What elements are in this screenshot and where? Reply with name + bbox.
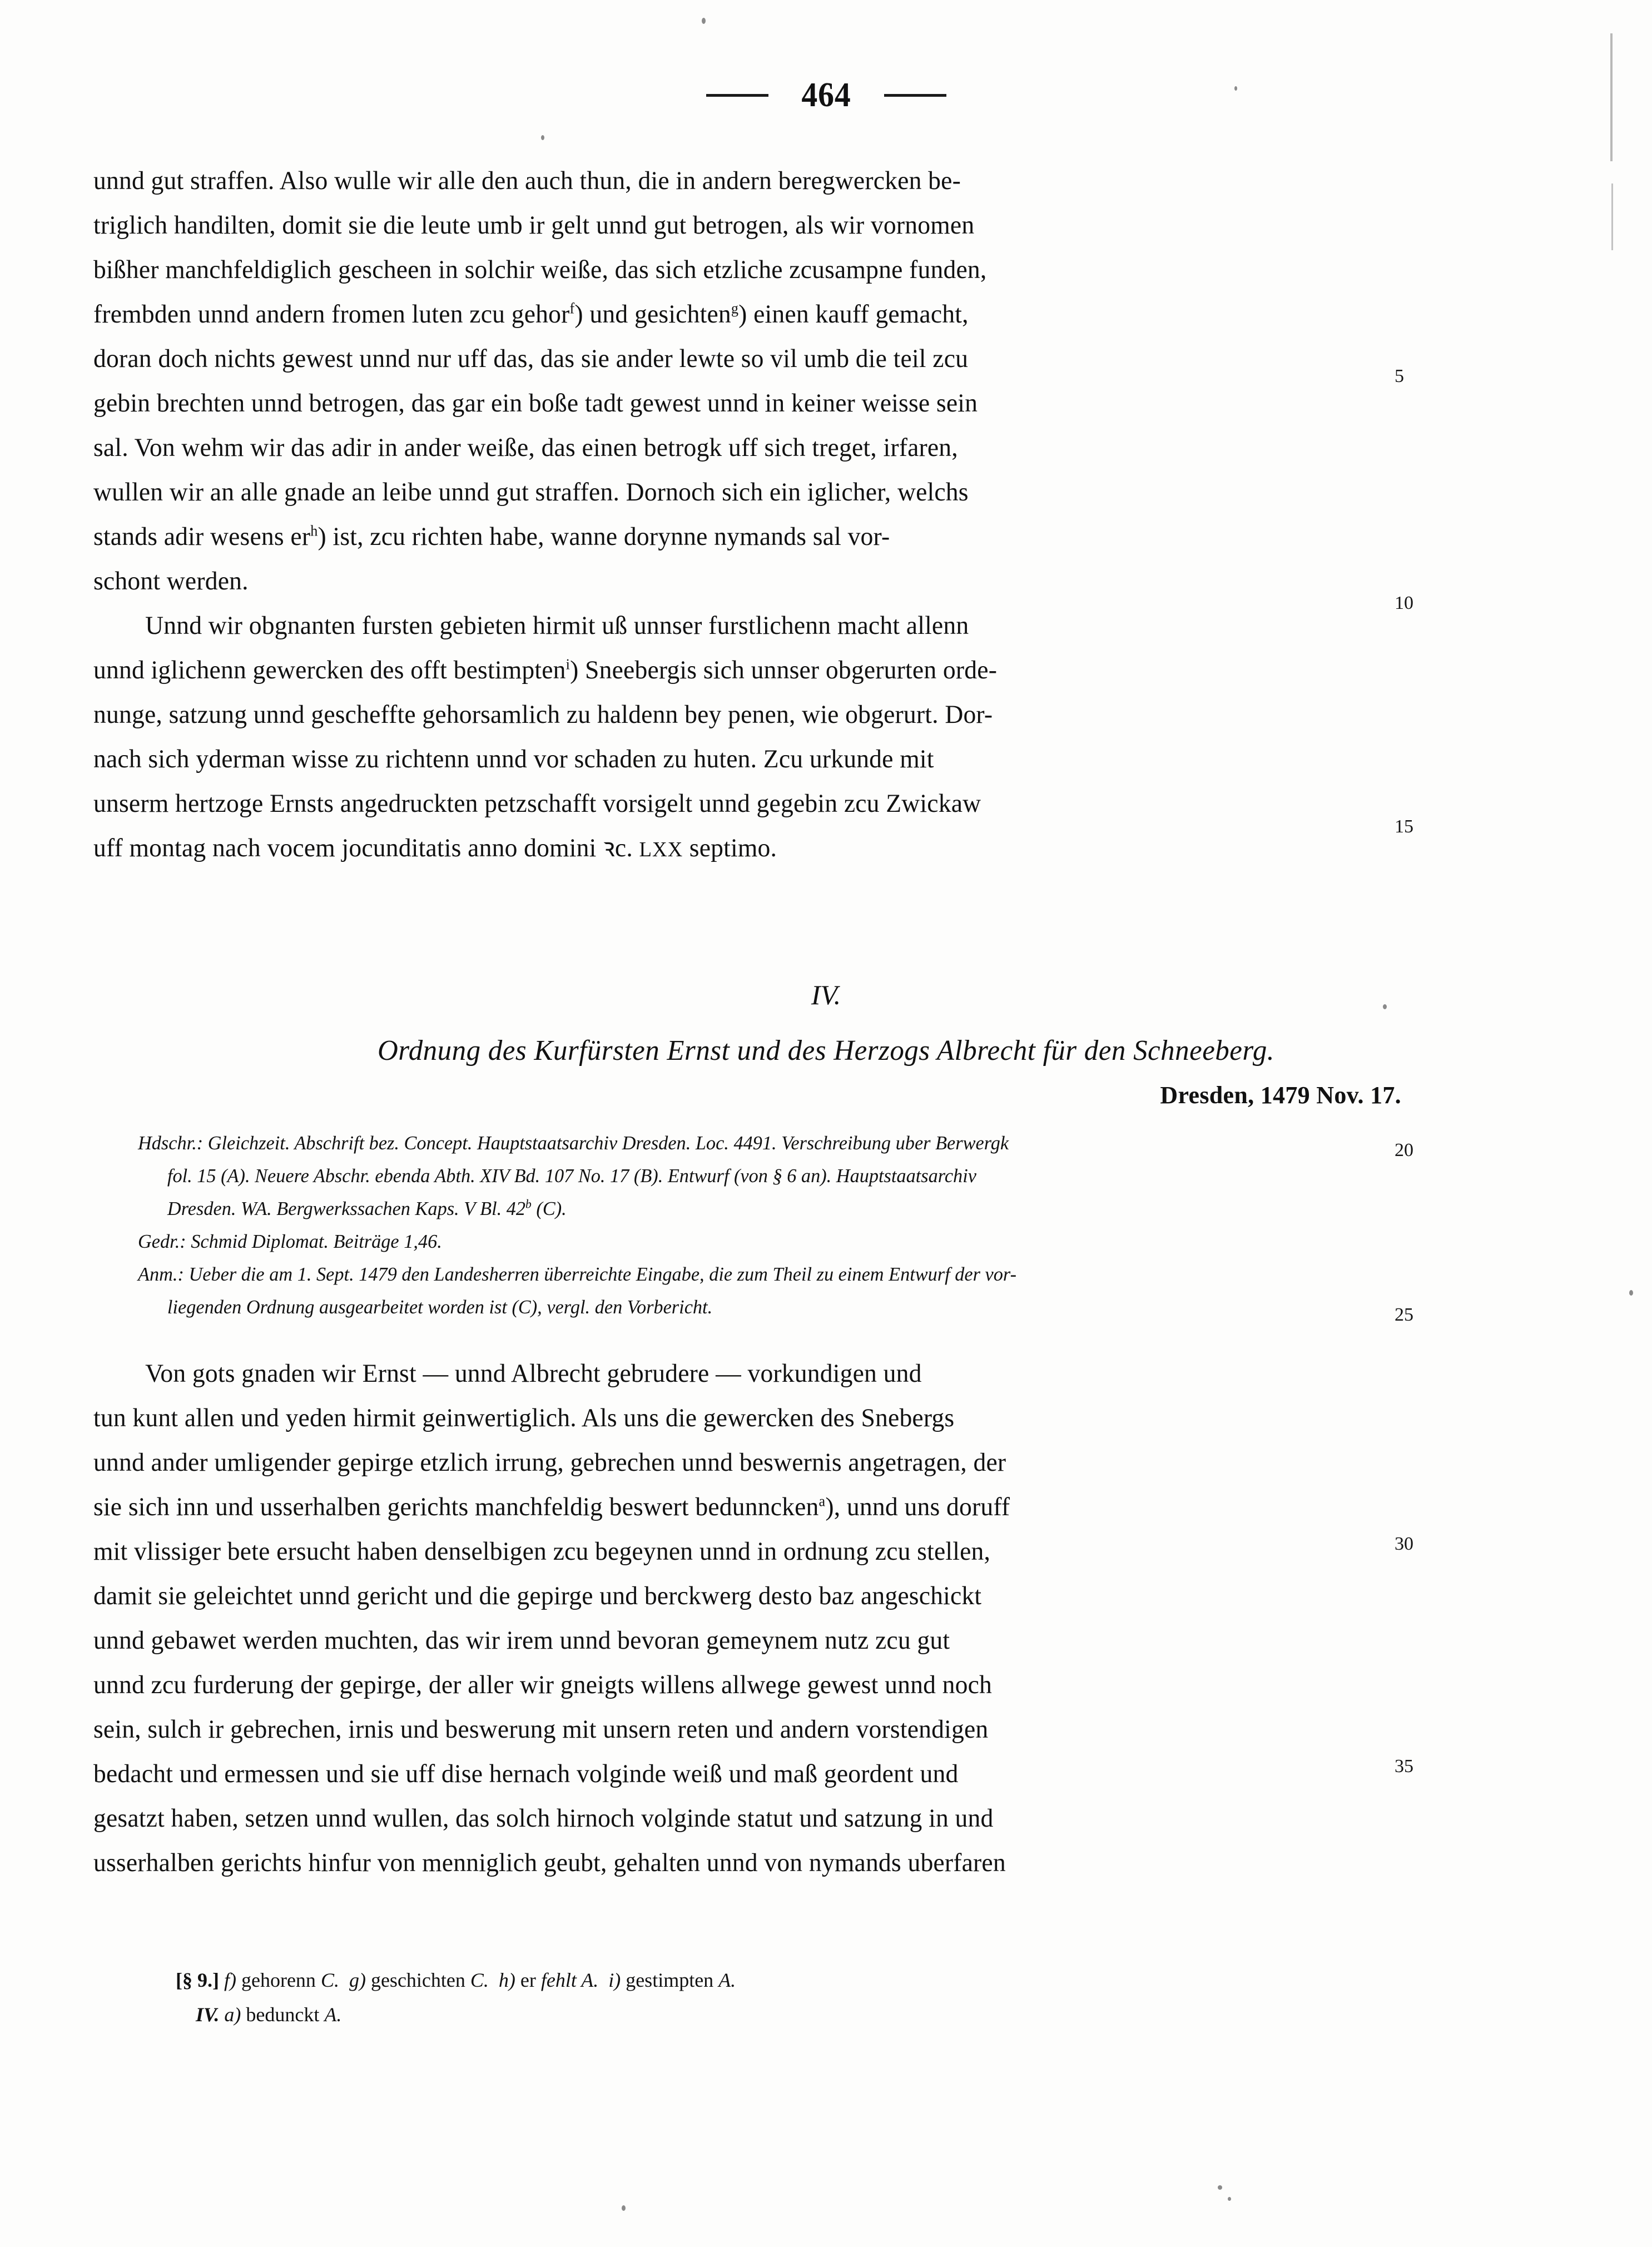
apparatus-text-tail: (C). xyxy=(531,1198,567,1219)
footnote-line-section-iv xyxy=(176,1997,1399,2032)
apparatus-line-gedr xyxy=(138,1225,1374,1258)
text-line xyxy=(93,1618,1388,1663)
footnote-marker-i-label: i) xyxy=(608,1969,621,1991)
footnote-marker-g-label: g) xyxy=(349,1969,366,1991)
footnote-section-label: [§ 9.] xyxy=(176,1969,219,1991)
text-line xyxy=(93,1351,1388,1396)
line-number-30: 30 xyxy=(1395,1534,1413,1554)
line-number-15: 15 xyxy=(1395,816,1413,837)
line-text: wullen wir an alle gnade an leibe unnd gut straffen. Dornoch sich ein iglicher, welchs xyxy=(93,478,969,507)
line-text: gebin brechten unnd betrogen, das gar ein boße tadt gewest unnd in keiner weisse sein xyxy=(93,389,978,418)
text-line xyxy=(93,336,1388,381)
line-text: sal. Von wehm wir das adir in ander weiße, das einen betrogk uff sich treget, irfaren, xyxy=(93,433,958,462)
text-line xyxy=(93,692,1388,737)
text-line xyxy=(93,1796,1388,1841)
footnote-source-a: A. xyxy=(576,1969,599,1991)
footnote-text: bedunckt xyxy=(241,2003,325,2026)
line-text: gesatzt haben, setzen unnd wullen, das solch hirnoch volginde statut und satzung in und xyxy=(93,1804,994,1833)
line-text: ) einen kauff gemacht, xyxy=(738,300,969,329)
line-text: septimo. xyxy=(683,834,777,862)
line-text: ) und gesichten xyxy=(574,300,731,329)
line-text: doran doch nichts gewest unnd nur uff das, das sie ander lewte so vil umb die teil zcu xyxy=(93,344,969,373)
line-text: uff montag nach vocem jocunditatis anno domini ꝛc. xyxy=(93,834,639,862)
text-line xyxy=(93,1396,1388,1440)
footnote-line-section9 xyxy=(176,1963,1399,1997)
text-line xyxy=(93,1440,1388,1485)
apparatus-text: Dresden. WA. Bergwerkssachen Kaps. V Bl. 42 xyxy=(167,1198,526,1219)
line-text: stands adir wesens er xyxy=(93,522,311,551)
text-block-document-iv xyxy=(93,1351,1428,1885)
line-text: tun kunt allen und yeden hirmit geinwertiglich. Als uns die gewercken des Snebergs xyxy=(93,1403,955,1432)
scan-speckle xyxy=(702,18,706,24)
section-title: Ordnung des Kurfürsten Ernst und des Herzogs Albrecht für den Schneeberg. xyxy=(377,1035,1275,1067)
line-number-25: 25 xyxy=(1395,1304,1413,1325)
apparatus-text: fol. 15 (A). Neuere Abschr. ebenda Abth. XIV Bd. 107 No. 17 (B). Entwurf (von § 6 an). Hauptstaatsarchiv xyxy=(167,1165,976,1187)
head-rule-right xyxy=(884,94,946,97)
line-text: ) Sneebergis sich unnser obgerurten orde- xyxy=(570,656,998,684)
line-text: unnd ander umligender gepirge etzlich irrung, gebrechen unnd beswernis angetragen, der xyxy=(93,1448,1006,1477)
text-line xyxy=(93,203,1388,247)
scan-speckle xyxy=(1629,1290,1633,1296)
line-number-20: 20 xyxy=(1395,1140,1413,1160)
roman-numeral-small-caps: LXX xyxy=(639,838,683,861)
apparatus-text: Ueber die am 1. Sept. 1479 den Landesherren überreichte Eingabe, die zum Theil zu einem Entwurf der vor- xyxy=(183,1263,1017,1285)
text-block xyxy=(93,158,1428,872)
footnote-marker-h-label: h) xyxy=(498,1969,515,1991)
apparatus-label: Hdschr.: xyxy=(138,1132,204,1154)
text-line xyxy=(93,1707,1388,1752)
footnote-marker-f-label: f) xyxy=(224,1969,236,1991)
line-text: unnd gebawet werden muchten, das wir irem unnd bevoran gemeynem nutz zcu gut xyxy=(93,1626,950,1655)
scan-speckle xyxy=(622,2205,626,2211)
text-line xyxy=(93,1841,1388,1885)
scan-speckle xyxy=(541,135,544,140)
text-line xyxy=(93,603,1388,648)
line-text: Unnd wir obgnanten fursten gebieten hirmit uß unnser furstlichenn macht allenn xyxy=(145,611,969,640)
section-number: IV. xyxy=(811,979,841,1010)
footnote-text: gestimpten xyxy=(621,1969,719,1991)
footnote-text: gehorenn xyxy=(236,1969,321,1991)
footnote-marker-a[interactable]: a xyxy=(818,1492,826,1510)
text-line xyxy=(93,381,1388,425)
line-text: sein, sulch ir gebrechen, irnis und beswerung mit unsern reten und andern vorstendigen xyxy=(93,1715,989,1744)
footnote-text: geschichten xyxy=(365,1969,470,1991)
line-text: ) ist, zcu richten habe, wanne dorynne nymands sal vor- xyxy=(317,522,890,551)
footnote-marker-g[interactable]: g xyxy=(731,300,739,317)
text-line xyxy=(93,1752,1388,1796)
text-line xyxy=(93,1663,1388,1707)
footnote-source-a: A. xyxy=(324,2003,342,2026)
footnote-section-label-iv: IV. xyxy=(196,2003,220,2026)
footnote-marker-f[interactable]: f xyxy=(569,300,575,317)
line-text: nach sich yderman wisse zu richtenn unnd vor schaden zu huten. Zcu urkunde mit xyxy=(93,745,934,773)
line-number-5: 5 xyxy=(1395,366,1404,386)
text-line xyxy=(93,737,1388,781)
source-apparatus xyxy=(138,1127,1374,1323)
section-date: Dresden, 1479 Nov. 17. xyxy=(1160,1082,1401,1109)
running-head xyxy=(0,78,1652,112)
line-text: bedacht und ermessen und sie uff dise hernach volginde weiß und maß geordent und xyxy=(93,1759,959,1788)
text-line xyxy=(93,1529,1388,1574)
apparatus-text: Gleichzeit. Abschrift bez. Concept. Hauptstaatsarchiv Dresden. Loc. 4491. Verschreibung uber Berwergk xyxy=(203,1132,1009,1154)
apparatus-line-2 xyxy=(138,1159,1374,1192)
page-number: 464 xyxy=(801,76,851,114)
footnote-emphasis-fehlt: fehlt xyxy=(540,1969,577,1991)
footnote-marker-a-label: a) xyxy=(224,2003,241,2026)
text-line-with-notes xyxy=(93,648,1388,692)
text-line xyxy=(93,1574,1388,1618)
footnote-text: er xyxy=(515,1969,541,1991)
text-line xyxy=(93,559,1388,603)
paragraph-continuation xyxy=(93,158,1388,603)
line-text: mit vlissiger bete ersucht haben denselbigen zcu begeynen unnd in ordnung zcu stellen, xyxy=(93,1537,991,1566)
line-text: triglich handilten, domit sie die leute umb ir gelt unnd gut betrogen, als wir vornomen xyxy=(93,211,975,240)
line-text: Von gots gnaden wir Ernst — unnd Albrecht gebrudere — vorkundigen und xyxy=(145,1359,922,1388)
footnote-marker-i[interactable]: i xyxy=(565,656,570,673)
text-line xyxy=(93,158,1388,203)
line-text: unnd gut straffen. Also wulle wir alle den auch thun, die in andern beregwercken be- xyxy=(93,166,961,195)
apparatus-line-6 xyxy=(138,1291,1374,1323)
line-text: unserm hertzoge Ernsts angedruckten petzschafft vorsigelt unnd gegebin zcu Zwickaw xyxy=(93,789,981,818)
apparatus-line-3 xyxy=(138,1192,1374,1225)
footnote-source-c: C. xyxy=(320,1969,339,1991)
text-line-with-notes xyxy=(93,1485,1388,1529)
text-line xyxy=(93,781,1388,826)
line-text: sie sich inn und usserhalben gerichts manchfeldig beswert bedunncken xyxy=(93,1492,819,1521)
footnote-source-a: A. xyxy=(718,1969,736,1991)
scan-speckle xyxy=(1218,2185,1222,2190)
line-text: nunge, satzung unnd gescheffte gehorsamlich zu haldenn bey penen, wie obgerurt. Dor- xyxy=(93,700,993,729)
apparatus-line-hdschr xyxy=(138,1127,1374,1159)
line-number-10: 10 xyxy=(1395,593,1413,613)
line-text: unnd iglichenn gewercken des offt bestimpten xyxy=(93,656,566,684)
apparatus-text: liegenden Ordnung ausgearbeitet worden ist (C), vergl. den Vorbericht. xyxy=(167,1296,713,1318)
line-text: ), unnd uns doruff xyxy=(825,1492,1010,1521)
head-rule-left xyxy=(706,94,768,97)
text-line-closing xyxy=(93,826,1388,872)
line-number-35: 35 xyxy=(1395,1756,1413,1777)
apparatus-label: Anm.: xyxy=(138,1263,184,1285)
apparatus-line-anm xyxy=(138,1258,1374,1291)
line-text: usserhalben gerichts hinfur von menniglich geubt, gehalten unnd von nymands uberfaren xyxy=(93,1848,1006,1877)
line-text: bißher manchfeldiglich gescheen in solchir weiße, das sich etzliche zcusampne funden, xyxy=(93,255,987,284)
apparatus-text: Schmid Diplomat. Beiträge 1,46. xyxy=(186,1231,442,1252)
scan-speckle xyxy=(1228,2197,1231,2201)
text-line-with-notes xyxy=(93,514,1388,559)
paragraph-document-iv xyxy=(93,1351,1388,1885)
line-text: unnd zcu furderung der gepirge, der aller wir gneigts willens allwege gewest unnd noch xyxy=(93,1670,993,1699)
footnote-block xyxy=(176,1963,1399,2032)
apparatus-label: Gedr.: xyxy=(138,1231,186,1252)
line-text: damit sie geleichtet unnd gericht und die gepirge und berckwerg desto baz angeschickt xyxy=(93,1581,982,1610)
line-text: frembden unnd andern fromen luten zcu gehor xyxy=(93,300,570,329)
footnote-marker-h[interactable]: h xyxy=(310,522,318,539)
text-line xyxy=(93,247,1388,292)
text-line xyxy=(93,425,1388,470)
text-line xyxy=(93,470,1388,514)
scan-edge-artifact xyxy=(1611,183,1613,250)
paragraph-decree xyxy=(93,603,1388,872)
superscript-folio-b: b xyxy=(525,1197,532,1211)
footnote-source-c: C. xyxy=(470,1969,489,1991)
line-text: schont werden. xyxy=(93,567,249,596)
text-line-with-notes xyxy=(93,292,1388,336)
